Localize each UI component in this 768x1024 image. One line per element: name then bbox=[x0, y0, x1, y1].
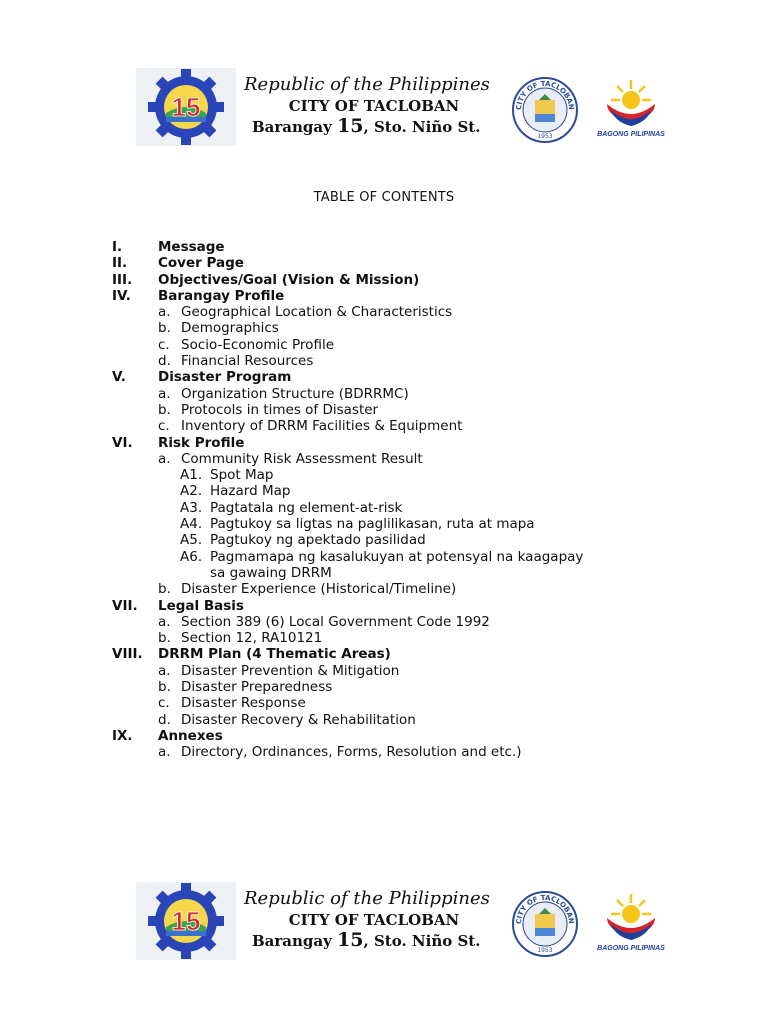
subitem-text: Socio-Economic Profile bbox=[181, 336, 335, 353]
toc-section bbox=[112, 646, 672, 662]
toc-subitem bbox=[112, 320, 672, 336]
republic-title: Republic of the Philippines bbox=[244, 888, 490, 909]
subitem-letter: a. bbox=[158, 385, 171, 402]
toc-section bbox=[112, 239, 672, 255]
subitem-text: Financial Resources bbox=[181, 353, 314, 370]
svg-text:CITY OF TACLOBAN: CITY OF TACLOBAN bbox=[514, 79, 576, 111]
bagong-pilipinas-logo bbox=[591, 76, 671, 142]
toc-subitem bbox=[112, 712, 672, 728]
subsubitem-text: Pagtukoy ng apektado pasilidad bbox=[210, 532, 426, 549]
subitem-text: Community Risk Assessment Result bbox=[181, 450, 423, 467]
section-number: IV. bbox=[112, 287, 131, 304]
toc-subitem bbox=[112, 744, 672, 760]
toc-subsubitem bbox=[112, 467, 672, 483]
toc-section bbox=[112, 728, 672, 744]
subsubitem-code: A3. bbox=[180, 499, 203, 516]
barangay-prefix: Barangay bbox=[252, 932, 338, 950]
subitem-text: Demographics bbox=[181, 320, 279, 337]
barangay-number: 15 bbox=[337, 929, 364, 951]
toc-title: TABLE OF CONTENTS bbox=[313, 190, 455, 205]
toc-subitem bbox=[112, 663, 672, 679]
barangay-prefix: Barangay bbox=[252, 118, 338, 136]
subitem-text: Section 12, RA10121 bbox=[181, 630, 323, 647]
section-title: Disaster Program bbox=[158, 369, 292, 386]
section-number: I. bbox=[112, 239, 123, 255]
subitem-text: Section 389 (6) Local Government Code 1992 bbox=[181, 613, 490, 630]
barangay-title bbox=[252, 116, 534, 137]
toc-subitem bbox=[112, 337, 672, 353]
toc-subsubitem bbox=[112, 516, 672, 532]
toc-subitem bbox=[112, 386, 672, 402]
subitem-text: Geographical Location & Characteristics bbox=[181, 304, 453, 321]
subitem-letter: a. bbox=[158, 613, 171, 630]
svg-text:15: 15 bbox=[171, 92, 201, 122]
svg-text:BAGONG PILIPINAS: BAGONG PILIPINAS bbox=[597, 945, 665, 952]
subitem-letter: c. bbox=[158, 336, 170, 353]
toc-subitem bbox=[112, 695, 672, 711]
subitem-text: Disaster Experience (Historical/Timeline) bbox=[181, 581, 457, 598]
subitem-letter: a. bbox=[158, 450, 171, 467]
subsubitem-code: A2. bbox=[180, 483, 203, 500]
subitem-letter: b. bbox=[158, 401, 171, 418]
section-number: VI. bbox=[112, 434, 133, 451]
toc-subitem bbox=[112, 581, 672, 597]
svg-text:1953: 1953 bbox=[537, 133, 553, 140]
subitem-letter: a. bbox=[158, 662, 171, 679]
page-header bbox=[136, 68, 676, 146]
section-title: DRRM Plan (4 Thematic Areas) bbox=[158, 646, 391, 663]
toc-section bbox=[112, 255, 672, 271]
subitem-text: Disaster Preparedness bbox=[181, 679, 333, 696]
toc-subitem bbox=[112, 353, 672, 369]
toc-subsubitem bbox=[112, 500, 672, 516]
toc-section bbox=[112, 369, 672, 385]
toc-section bbox=[112, 435, 672, 451]
subsubitem-text: Pagmamapa ng kasalukuyan at potensyal na kaagapay bbox=[210, 548, 584, 565]
subsubitem-code: A5. bbox=[180, 532, 203, 549]
barangay-suffix: , Sto. Niño St. bbox=[363, 932, 481, 950]
toc-subitem bbox=[112, 304, 672, 320]
tacloban-city-seal bbox=[511, 890, 579, 958]
barangay-gear-logo bbox=[136, 882, 236, 960]
subitem-text: Disaster Prevention & Mitigation bbox=[181, 662, 400, 679]
subitem-text: Inventory of DRRM Facilities & Equipment bbox=[181, 418, 463, 435]
section-title: Objectives/Goal (Vision & Mission) bbox=[158, 271, 420, 288]
svg-text:1953: 1953 bbox=[537, 947, 553, 954]
subitem-letter: c. bbox=[158, 418, 170, 435]
barangay-suffix: , Sto. Niño St. bbox=[363, 118, 481, 136]
toc-subitem bbox=[112, 614, 672, 630]
subsubitem-text: Pagtatala ng element-at-risk bbox=[210, 499, 403, 516]
subsubitem-code: A4. bbox=[180, 516, 203, 533]
toc-subitem bbox=[112, 679, 672, 695]
subitem-letter: b. bbox=[158, 581, 171, 598]
subitem-letter: c. bbox=[158, 695, 170, 712]
city-title: CITY OF TACLOBAN bbox=[288, 911, 460, 929]
subsubitem-code: A1. bbox=[180, 467, 203, 484]
toc-subitem bbox=[112, 418, 672, 434]
toc-section bbox=[112, 288, 672, 304]
svg-text:BAGONG PILIPINAS: BAGONG PILIPINAS bbox=[597, 131, 665, 138]
table-of-contents bbox=[112, 239, 672, 761]
section-number: VII. bbox=[112, 597, 138, 614]
toc-subsubitem bbox=[112, 549, 672, 565]
header-text bbox=[244, 888, 534, 951]
subsubitem-continuation-text: sa gawaing DRRM bbox=[210, 564, 332, 581]
toc-section bbox=[112, 598, 672, 614]
svg-text:CITY OF TACLOBAN: CITY OF TACLOBAN bbox=[514, 893, 576, 925]
subitem-letter: d. bbox=[158, 711, 171, 728]
toc-subsubitem bbox=[112, 532, 672, 548]
section-number: III. bbox=[112, 271, 133, 288]
toc-subitem bbox=[112, 630, 672, 646]
barangay-number: 15 bbox=[337, 115, 364, 137]
section-number: VIII. bbox=[112, 646, 143, 663]
subitem-letter: b. bbox=[158, 630, 171, 647]
subitem-letter: b. bbox=[158, 679, 171, 696]
subsubitem-text: Spot Map bbox=[210, 467, 274, 484]
toc-subsubitem-continuation bbox=[112, 565, 672, 581]
section-title: Message bbox=[158, 239, 225, 255]
barangay-gear-logo bbox=[136, 68, 236, 146]
section-title: Cover Page bbox=[158, 255, 244, 272]
section-title: Annexes bbox=[158, 727, 223, 744]
toc-subitem bbox=[112, 402, 672, 418]
subitem-letter: b. bbox=[158, 320, 171, 337]
republic-title: Republic of the Philippines bbox=[244, 74, 490, 95]
section-title: Barangay Profile bbox=[158, 287, 285, 304]
section-title: Risk Profile bbox=[158, 434, 245, 451]
toc-section bbox=[112, 272, 672, 288]
subitem-letter: d. bbox=[158, 353, 171, 370]
subitem-letter: a. bbox=[158, 304, 171, 321]
subitem-text: Protocols in times of Disaster bbox=[181, 401, 379, 418]
subitem-text: Directory, Ordinances, Forms, Resolution and etc.) bbox=[181, 744, 522, 761]
barangay-title bbox=[252, 930, 534, 951]
tacloban-city-seal bbox=[511, 76, 579, 144]
subitem-text: Disaster Recovery & Rehabilitation bbox=[181, 711, 416, 728]
subsubitem-text: Pagtukoy sa ligtas na paglilikasan, ruta at mapa bbox=[210, 516, 535, 533]
subitem-letter: a. bbox=[158, 744, 171, 761]
section-number: II. bbox=[112, 255, 128, 272]
bagong-pilipinas-logo bbox=[591, 890, 671, 956]
subitem-text: Organization Structure (BDRRMC) bbox=[181, 385, 409, 402]
city-title: CITY OF TACLOBAN bbox=[288, 97, 460, 115]
page-header-repeat bbox=[136, 882, 676, 960]
header-text bbox=[244, 74, 534, 137]
section-title: Legal Basis bbox=[158, 597, 244, 614]
toc-subitem bbox=[112, 451, 672, 467]
toc-subsubitem bbox=[112, 483, 672, 499]
subsubitem-code: A6. bbox=[180, 548, 203, 565]
subitem-text: Disaster Response bbox=[181, 695, 306, 712]
subsubitem-text: Hazard Map bbox=[210, 483, 291, 500]
section-number: IX. bbox=[112, 727, 133, 744]
svg-text:15: 15 bbox=[171, 906, 201, 936]
section-number: V. bbox=[112, 369, 126, 386]
